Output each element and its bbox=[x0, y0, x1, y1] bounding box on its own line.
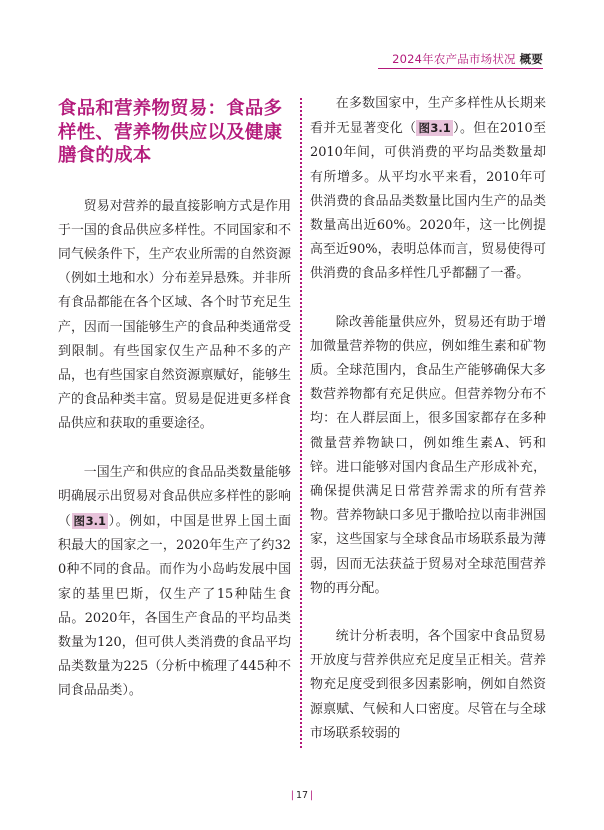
paragraph-product-categories bbox=[58, 461, 291, 704]
section-label: 概要 bbox=[519, 52, 543, 66]
header-rule bbox=[378, 68, 543, 69]
paragraph-text: ）。例如，中国是世界上国土面积最大的国家之一，2020年生产了约320种不同的食品。而作为小岛屿发展中国家的基里巴斯，仅生产了15种陆生食品。2020年，各国生产食品的平均品类数量为120，但可供人类消费的食品平均品类数量为225（分析中梳理了445种不同食品品类）。 bbox=[58, 513, 291, 699]
column-divider bbox=[300, 98, 302, 748]
paragraph-production-diversity bbox=[310, 92, 546, 287]
paragraph-text: ）。但在2010至2010年间，可供消费的平均品类数量却有所增多。从平均水平来看，2010年可供消费的食品品类数量比国内生产的品类数量高出近60%。2020年，这一比例提高至近90%，表明总体而言，贸易使得可供消费的食品多样性几乎都翻了一番。 bbox=[310, 121, 547, 282]
figure-reference-link[interactable]: 图3.1 bbox=[73, 513, 107, 528]
right-column bbox=[310, 92, 546, 746]
figure-reference-link[interactable]: 图3.1 bbox=[418, 121, 451, 136]
paragraph-text: 一国生产和供应的食品品类数量能够明确展示出贸易对食品供应多样性的影响（ bbox=[58, 464, 291, 529]
report-title: 2024年农产品市场状况 bbox=[392, 52, 516, 66]
page-number: | 17 | bbox=[290, 790, 314, 801]
page-number-value: 17 bbox=[295, 790, 309, 801]
paragraph-trade-openness: 统计分析表明，各个国家中食品贸易开放度与营养供应充足度呈正相关。营养物充足度受到很多因素影响，例如自然资源禀赋、气候和人口密度。尽管在与全球市场联系较弱的 bbox=[310, 629, 546, 741]
paragraph-food-diversity: 贸易对营养的最直接影响方式是作用于一国的食品供应多样性。不同国家和不同气候条件下，生产农业所需的自然资源（例如土地和水）分布差异悬殊。并非所有食品都能在各个区域、各个时节充足生产，因而一国能够生产的食品种类通常受到限制。有些国家仅生产品种不多的产品，也有些国家自然资源禀赋好，能够生产的食品种类丰富。贸易是促进更多样食品供应和获取的重要途径。 bbox=[58, 198, 291, 432]
section-title: 食品和营养物贸易：食品多样性、营养物供应以及健康膳食的成本 bbox=[58, 98, 283, 166]
left-column bbox=[58, 92, 291, 704]
paragraph-text: 在多数国家中，生产多样性从长期来看并无显著变化（ bbox=[310, 96, 546, 137]
paragraph-micronutrients: 除改善能量供应外，贸易还有助于增加微量营养物的供应，例如维生素和矿物质。全球范围内，食品生产能够确保大多数营养物都有充足供应。但营养物分布不均：在人群层面上，很多国家都存在多种微量营养物缺口，例如维生素A、钙和锌。进口能够对国内食品生产形成补充，确保提供满足日常营养需求的所有营养物。营养物缺口多见于撒哈拉以南非洲国家，这些国家与全球食品市场联系最为薄弱，因而无法获益于贸易对全球范围营养物的再分配。 bbox=[310, 314, 546, 596]
running-header bbox=[392, 51, 543, 67]
